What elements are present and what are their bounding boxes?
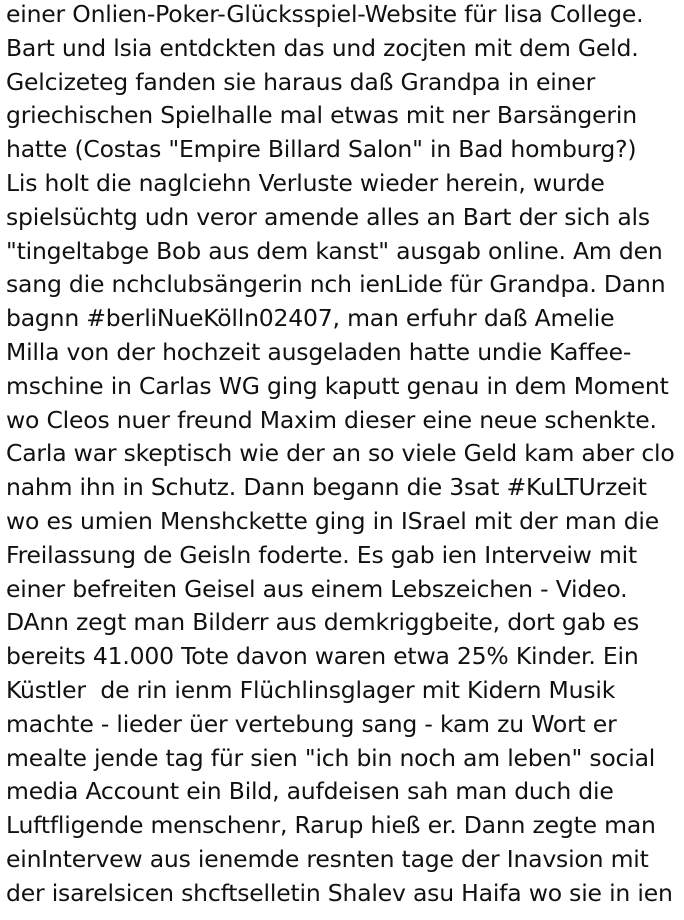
text-line: bereits 41.000 Tote davon waren etwa 25% Kinder. Ein <box>6 642 639 671</box>
text-line: Milla von der hochzeit ausgeladen hatte undie Kaffee- <box>6 337 632 366</box>
text-line: machte - lieder üer vertebung sang - kam zu Wort er <box>6 709 617 738</box>
text-line: mealte jende tag für sien "ich bin noch am leben" social <box>6 743 656 772</box>
text-line: bagnn #berliNueKölln02407, man erfuhr daß Amelie <box>6 304 615 333</box>
text-line: wo Cleos nuer freund Maxim dieser eine neue schenkte. <box>6 405 657 434</box>
text-line: Bart und lsia entdckten das und zocjten mit dem Geld. <box>6 33 639 62</box>
text-line: der isarelsicen shcftselletin Shalev asu Haifa wo sie in ien <box>6 878 673 907</box>
text-line: sang die nchclubsängerin nch ienLide für Grandpa. Dann <box>6 270 666 299</box>
text-line: Freilassung de Geisln foderte. Es gab ien Interveiw mit <box>6 540 638 569</box>
text-line: "tingeltabge Bob aus dem kanst" ausgab online. Am den <box>6 236 663 265</box>
text-line: einer befreiten Geisel aus einem Lebszeichen - Video. <box>6 574 628 603</box>
text-line: einIntervew aus ienemde resnten tage der Inavsion mit <box>6 844 649 873</box>
text-line: Carla war skeptisch wie der an so viele Geld kam aber clo <box>6 439 675 468</box>
text-line: DAnn zegt man Bilderr aus demkriggbeite, dort gab es <box>6 608 640 637</box>
text-line: spielsüchtg udn veror amende alles an Bart der sich als <box>6 202 650 231</box>
text-line: einer Onlien-Poker-Glücksspiel-Website für lisa College. <box>6 0 644 28</box>
text-line: mschine in Carlas WG ging kaputt genau in dem Moment <box>6 371 669 400</box>
text-line: nahm ihn in Schutz. Dann begann die 3sat #KuLTUrzeit <box>6 473 647 502</box>
text-line: hatte (Costas "Empire Billard Salon" in Bad homburg?) <box>6 135 637 164</box>
text-line: Luftfligende menschenr, Rarup hieß er. Dann zegte man <box>6 811 656 840</box>
text-line: media Account ein Bild, aufdeisen sah man duch die <box>6 777 614 806</box>
text-line: wo es umien Menshckette ging in ISrael mit der man die <box>6 506 660 535</box>
document-text <box>6 0 682 911</box>
text-line: griechischen Spielhalle mal etwas mit ner Barsängerin <box>6 101 637 130</box>
text-line: Gelcizeteg fanden sie haraus daß Grandpa in einer <box>6 67 596 96</box>
text-line: Lis holt die naglciehn Verluste wieder herein, wurde <box>6 168 605 197</box>
text-line: Küstler de rin ienm Flüchlinsglager mit Kidern Musik <box>6 675 616 704</box>
